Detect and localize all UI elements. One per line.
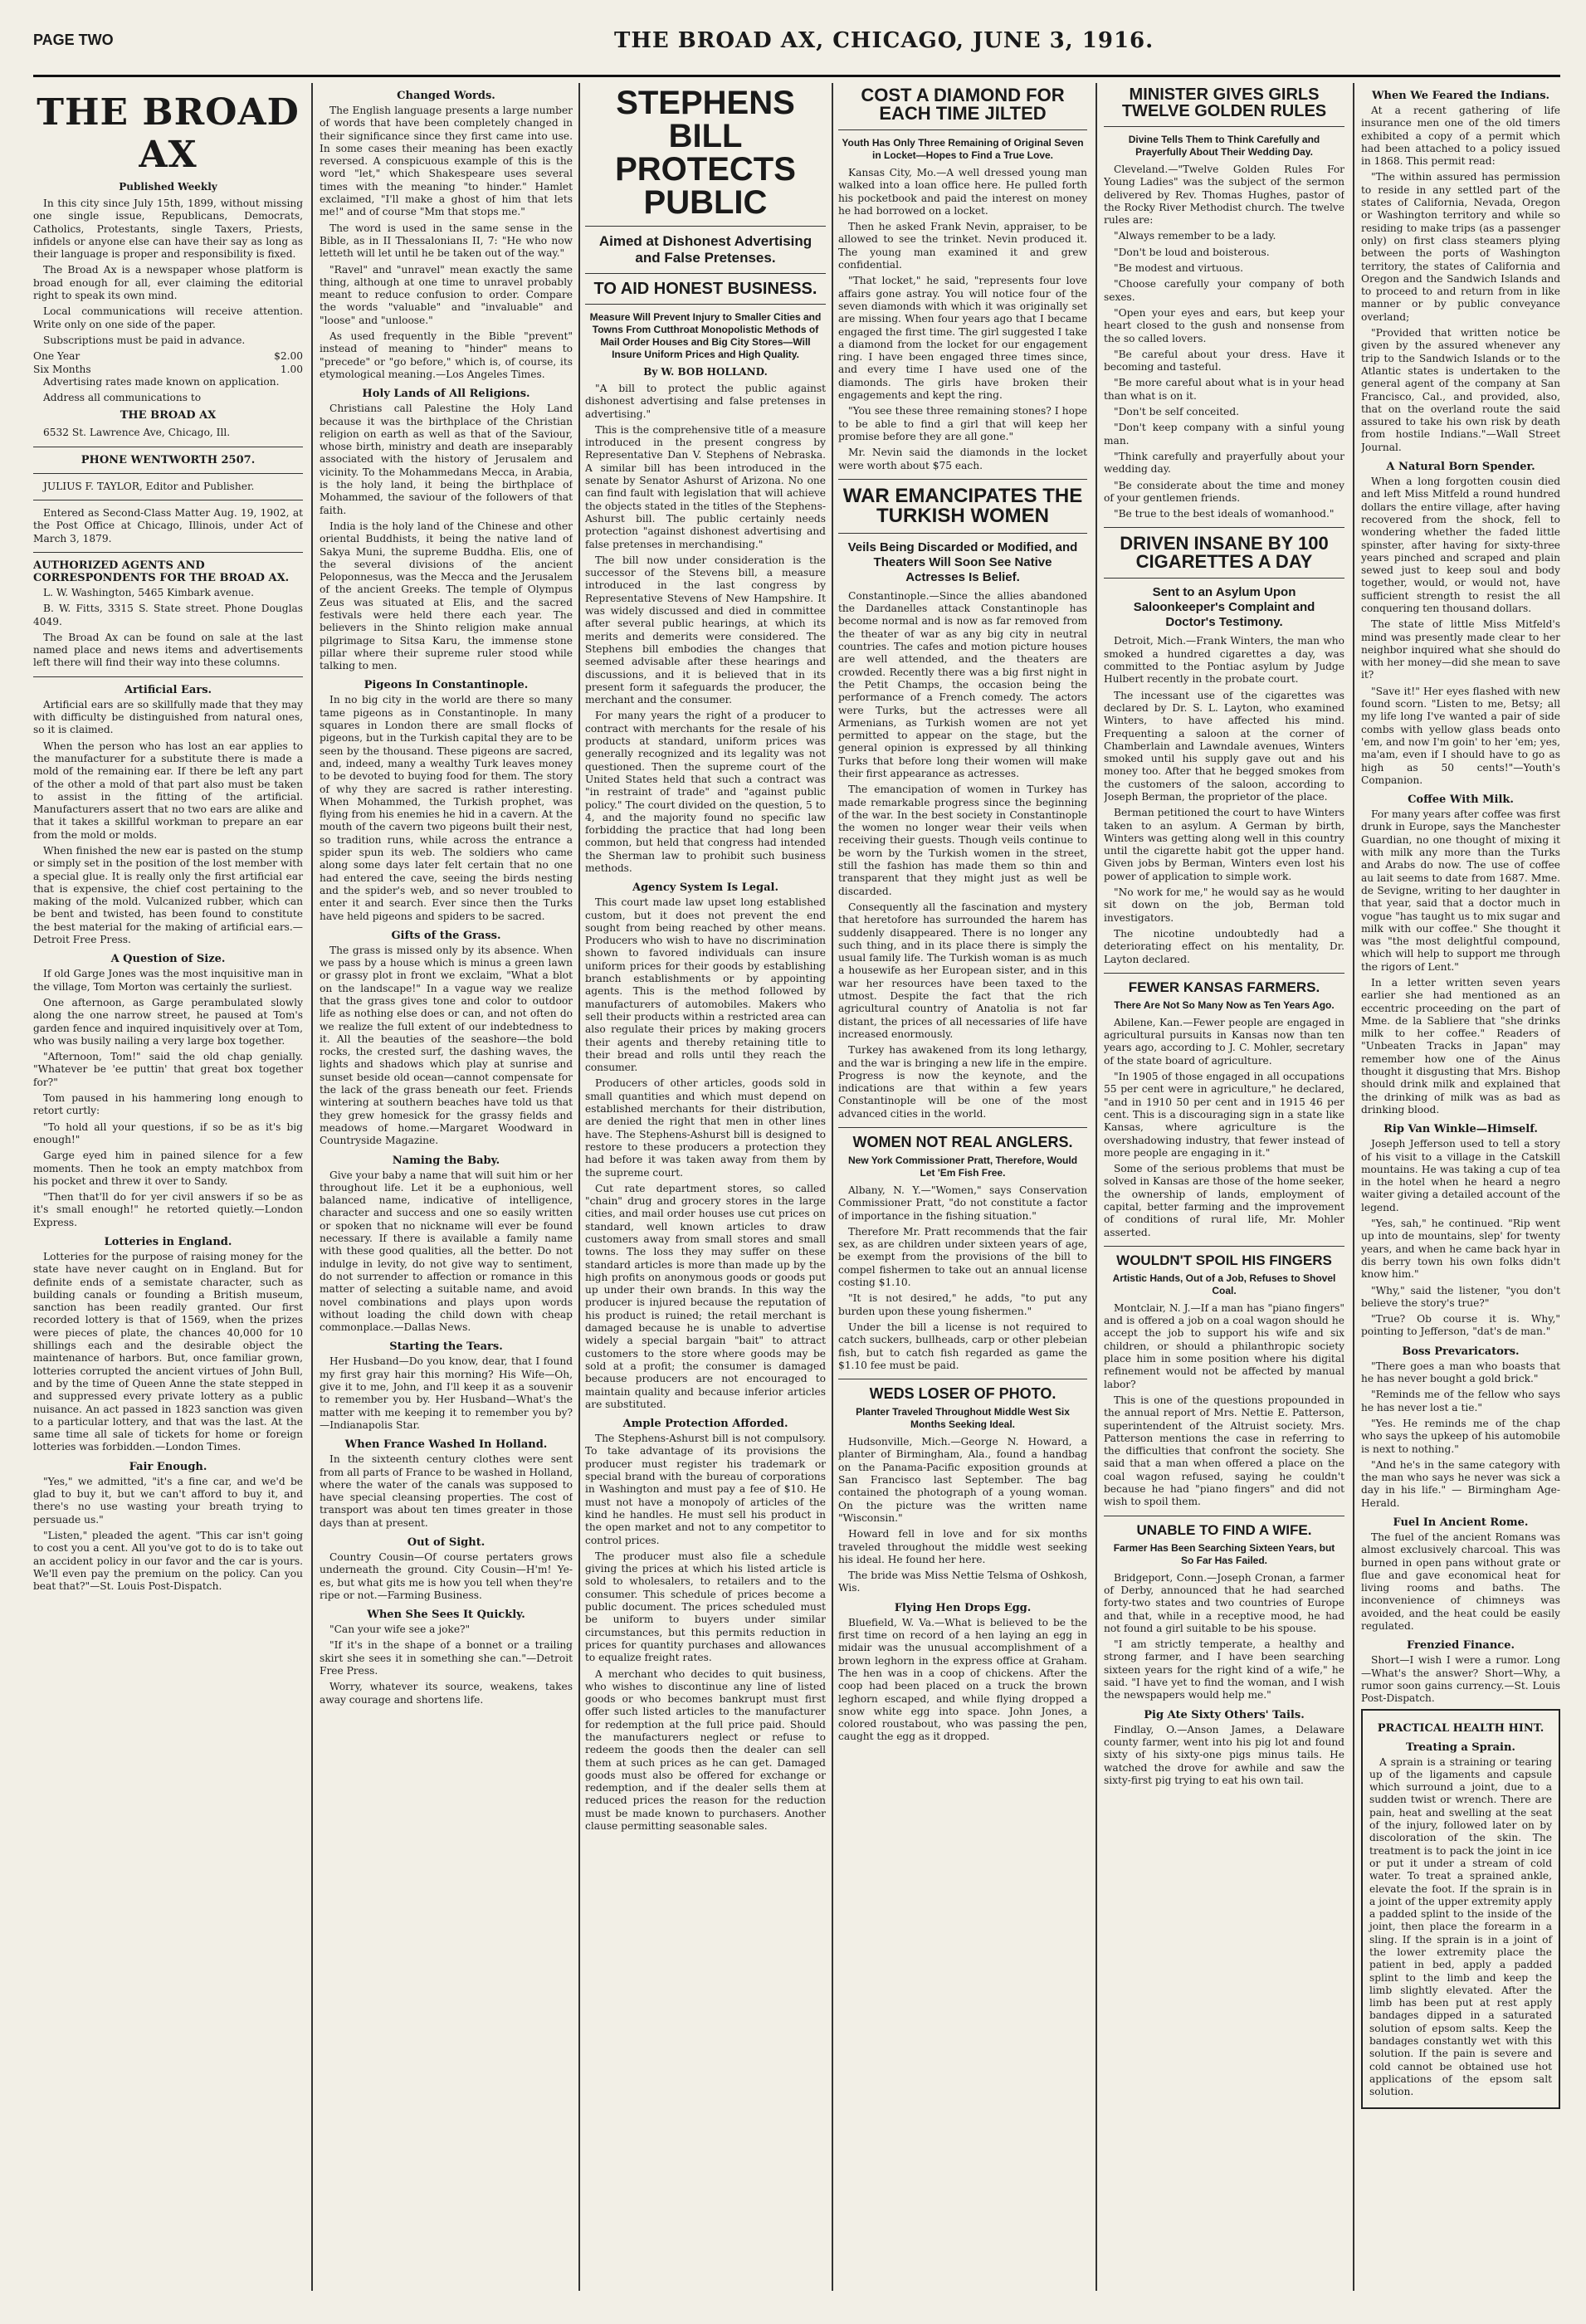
divider (585, 273, 826, 274)
entered-notice: Entered as Second-Class Matter Aug. 19, 1902, at the Post Office at Chicago, Illinois, under Act of March 3, 1879. (33, 507, 303, 544)
article-paragraph: Cut rate department stores, so called "chain" drug and grocery stores in the large cities, and mail order houses use cut prices on standard, well known articles to draw customers away from small stores and small towns. The loss they may suffer on these standard articles is more than made up by the high profits on anonymous goods or goods put up under their own brands. In this way the producer is injured because the reputation of his product is ruined; the retail merchant is damaged because he is unable to advertise widely a special bargain "bait" to attract customers to the store where goods may be sold at a profit; the consumer is damaged because producers are not encouraged to maintain quality and because inferior articles are substituted. (585, 1182, 826, 1410)
article-paragraph: "If it's in the shape of a bonnet or a trailing skirt she sees it in something she can."—Detroit Free Press. (320, 1639, 573, 1677)
article-heading: Naming the Baby. (392, 1154, 500, 1167)
article-paragraph: "Listen," pleaded the agent. "This car isn't going to cost you a cent. All you've got to do is to take out an accident policy in our favor and the car is yours. We'll even pay the premium on the policy. Can you beat that?"—St. Louis Post-Dispatch. (33, 1529, 303, 1593)
rule-item: "Be true to the best ideals of womanhood." (1114, 508, 1335, 520)
headline-deck: Planter Traveled Throughout Middle West Six Months Seeking Ideal. (856, 1406, 1070, 1431)
column-rule (1353, 83, 1354, 2291)
divider (1104, 126, 1344, 127)
article-paragraph: "It is not desired," he adds, "to put any burden upon these young fishermen." (838, 1292, 1087, 1317)
column-6 (1361, 83, 1560, 2291)
headline: WAR EMANCIPATES THE TURKISH WOMEN (842, 484, 1083, 527)
column-3 (585, 83, 826, 2291)
rule-item: "Don't be self conceited. (1114, 406, 1240, 418)
article-heading: A Natural Born Spender. (1386, 461, 1535, 474)
article-heading: Holy Lands of All Religions. (362, 388, 530, 401)
headline-deck: New York Commissioner Pratt, Therefore, Would Let 'Em Fish Free. (847, 1155, 1078, 1179)
article-paragraph: Abilene, Kan.—Fewer people are engaged in agricultural pursuits in Kansas now than ten years ago, according to J. C. Mohler, secretary of the state board of agriculture. (1104, 1016, 1344, 1067)
street-address: 6532 St. Lawrence Ave, Chicago, Ill. (43, 427, 231, 439)
article-paragraph: The word is used in the same sense in the Bible, as in II Thessalonians II, 7: "He who now letteth will let until he be taken out of the way." (320, 222, 573, 260)
article-paragraph: Christians call Palestine the Holy Land because it was the birthplace of the Christian religion on earth as well as that of the Saviour, whose birth, ministry and death are inseparably associated with the history of Jerusalem and vicinity. To the Mohammedans Mecca, in Arabia, is the holy land, it being the birthplace of Mohammed, the saviour of the followers of that faith. (320, 403, 573, 516)
article-paragraph: In a letter written seven years earlier she had mentioned as an eccentric proceeding on the part of Mme. de la Sabliere that "she drinks milk to her coffee." Readers of "Unbeaten Tracks in Japan" may remember how one of the Ainus thought it disgusting that Mrs. Bishop should drink milk and explained that the drinking of milk was as bad as drinking blood. (1361, 977, 1560, 1116)
article-heading: Starting the Tears. (389, 1340, 503, 1354)
agent-entry: B. W. Fitts, 3315 S. State street. Phone Douglas 4049. (33, 603, 303, 627)
headline: MINISTER GIVES GIRLS TWELVE GOLDEN RULES (1121, 85, 1327, 120)
article-heading: Treating a Sprain. (1406, 1741, 1515, 1754)
article-heading: When We Feared the Indians. (1371, 90, 1550, 102)
column-rule (578, 83, 580, 2291)
article-paragraph: "Reminds me of the fellow who says he has never lost a tie." (1361, 1389, 1560, 1413)
rule-item: "Don't keep company with a sinful young man. (1104, 422, 1344, 447)
subheading: Flying Hen Drops Egg. (894, 1601, 1032, 1614)
article-paragraph: "No work for me," he would say as he would sit down on the job, Berman told investigators. (1104, 886, 1344, 924)
divider (1104, 527, 1344, 528)
divider (1104, 973, 1344, 974)
headline-deck: Farmer Has Been Searching Sixteen Years, but So Far Has Failed. (1113, 1541, 1335, 1566)
phone-number: PHONE WENTWORTH 2507. (81, 453, 256, 466)
article-heading: Out of Sight. (407, 1536, 486, 1549)
article-paragraph: This is one of the questions propounded in the annual report of Mrs. Nettie E. Patterson, superintendent of the Altruist society. Mrs. Patterson mentions the case in referring to the difficulties that confront the society. She said that a man when offered a place on the coal wagon refused, saying he couldn't because he had "piano fingers" and did not wish to spoil them. (1104, 1394, 1344, 1508)
article-paragraph: A merchant who decides to quit business, who wishes to discontinue any line of listed goods or who becomes bankrupt must first offer such listed articles to the manufacturer for redemption at the full price paid. Should the manufacturers neglect or refuse to redeem the goods then the dealer can sell them at such prices as he can get. Damaged goods must also be offered for exchange or redemption, and if the dealer sells them at reduced prices the reason for the reduction must be made known to purchasers. Another clause permitting seasonable sales. (585, 1667, 826, 1833)
article-paragraph: The English language presents a large number of words that have been completely changed in their significance since they first came into use. In some cases their meaning has been exactly reversed. A conspicuous example of this is the word "let," which Shakespeare uses several times with the meaning "to hinder." Hamlet exclaimed, "I'll make a ghost of him that lets me!" and of course "Mm that stops me." (320, 105, 573, 218)
column-1 (33, 83, 303, 2291)
rule-item: "Open your eyes and ears, but keep your heart closed to the gush and nonsense from the so called lovers. (1104, 306, 1344, 344)
article-paragraph: This is the comprehensive title of a measure introduced in the present congress by Representative Dan V. Stephens of Nebraska. A similar bill has been introduced in the senate by Senator Ashurst of Arizona. No one can find fault with legislation that will achieve the objects stated in the titles of the Stephens-Ashurst bill. The public certainly needs protection "against dishonest advertising and false pretenses in merchandising." (585, 423, 826, 550)
article-paragraph: Mr. Nevin said the diamonds in the locket were worth about $75 each. (838, 447, 1087, 471)
article-paragraph: "Yes, sah," he continued. "Rip went up into de mountains, slep' for twenty years, and when he came back hyar in dis berry town his own folks didn't know him." (1361, 1218, 1560, 1281)
article-paragraph: "A bill to protect the public against dishonest advertising and false pretenses in advertising." (585, 383, 826, 420)
price-row-six-months: Six Months 1.00 (33, 363, 303, 375)
article-heading: Boss Prevaricators. (1402, 1345, 1520, 1358)
address-name: THE BROAD AX (120, 409, 217, 422)
article-paragraph: Cleveland.—"Twelve Golden Rules For Young Ladies" was the subject of the sermon delivered by Rev. Thomas Hughes, pastor of the Rocky River Methodist church. The twelve rules are: (1104, 164, 1344, 227)
article-paragraph: "Afternoon, Tom!" said the old chap genially. "Whatever be 'ee puttin' that great box together for?" (33, 1051, 303, 1088)
article-heading: Rip Van Winkle—Himself. (1383, 1123, 1538, 1136)
article-paragraph: Berman petitioned the court to have Winters taken to an asylum. A German by birth, Winters was getting along well in this country until the cigarette habit got the upper hand. Given jobs by Berman, Winters even lost his power of application to simple work. (1104, 807, 1344, 882)
agent-note: The Broad Ax can be found on sale at the last named place and news items and advertisements left there will find their way into these columns. (33, 631, 303, 669)
article-paragraph: When finished the new ear is pasted on the stump or simply set in the position of the lost member with a special glue. It is really only the first artificial ear that is expensive, the chief cost pertaining to the making of the mold. Vulcanized rubber, which can be bent and twisted, has been found to constitute the best material for the making of artificial ears.—Detroit Free Press. (33, 844, 303, 946)
subheading: Ample Protection Afforded. (622, 1418, 788, 1431)
headline: WEDS LOSER OF PHOTO. (869, 1385, 1057, 1403)
article-paragraph: Kansas City, Mo.—A well dressed young man walked into a loan office here. He pulled forth his pocketbook and paid the interest on money he had borrowed on a locket. (838, 167, 1087, 217)
divider (585, 304, 826, 305)
page-header (33, 17, 1560, 77)
divider (838, 479, 1087, 480)
article-paragraph: "To hold all your questions, if so be as it's big enough!" (33, 1120, 303, 1145)
article-paragraph: When a long forgotten cousin died and left Miss Mitfeld a round hundred dollars the entire village, after having recovered from the shock, fell to wondering whether the faded little spinster, after having for sixty-three years pinched and scraped and plain sewed just to keep soul and body together, would, or would not, have sufficient strength to resist the all conquering ten thousand dollars. (1361, 476, 1560, 614)
article-paragraph: The state of little Miss Mitfeld's mind was presently made clear to her neighbor inquired what she should do with her money—did she mean to save it? (1361, 618, 1560, 681)
article-paragraph: Garge eyed him in pained silence for a few moments. Then he took an empty matchbox from his pocket and threw it over to Sandy. (33, 1150, 303, 1187)
article-heading: Artificial Ears. (124, 683, 212, 696)
article-paragraph: Then he asked Frank Nevin, appraiser, to be allowed to see the trinket. Nevin produced it. The young man examined it and grew confidential. (838, 221, 1087, 271)
article-paragraph: Howard fell in love and for six months traveled throughout the middle west seeking his ideal. He found her here. (838, 1528, 1087, 1565)
divider (33, 473, 303, 474)
article-paragraph: This court made law upset long established custom, but it does not prevent the end sought from being reached by other means. Producers who wish to have no discrimination shown to favored individuals can insure uniform prices for their goods by establishing branch establishments or by appointing agents. This is the method followed by manufacturers of automobiles. Makers who sell their products within a restricted area can also regulate their prices by making grocers their agents and thereby retaining title to their bread and rolls until they reach the consumer. (585, 896, 826, 1074)
headline-deck: Youth Has Only Three Remaining of Original Seven in Locket—Hopes to Find a True Love. (842, 137, 1084, 161)
article-paragraph: A sprain is a straining or tearing up of the ligaments and capsule which surround a joint, due to a sudden twist or wrench. There are pain, heat and swelling at the seat of the injury, followed later on by discoloration of the skin. The treatment is to pack the joint in ice or put it under a stream of cold water. To treat a sprained ankle, elevate the foot. If the sprain is in a joint of the upper extremity apply a padded splint to the inside of the joint, then place the forearm in a sling. If the sprain is in a joint of the lower extremity place the patient in bed, apply a padded splint to the limb and keep the limb slightly elevated. After the limb has been put at rest apply bandages dipped in a saturated solution of epsom salts. Keep the bandages constantly wet with this solution. If the pain is severe and cold cannot be obtained use hot applications of the epsom salt solution. (1369, 1755, 1552, 2098)
article-paragraph: At a recent gathering of life insurance men one of the old timers exhibited a copy of a permit which had been attached to a policy issued in 1868. This permit read: (1361, 105, 1560, 168)
paper-title: THE BROAD AX (37, 91, 300, 176)
headline: WOULDN'T SPOIL HIS FINGERS (1116, 1252, 1332, 1268)
article-paragraph: Montclair, N. J.—If a man has "piano fingers" and is offered a job on a coal wagon should he accept the job to support his wife and six children, or should a philanthropic society place him in some position where his digital refinement would not be affected by manual labor? (1104, 1301, 1344, 1390)
headline: STEPHENS BILL PROTECTS PUBLIC (615, 85, 796, 221)
rule-item: "Don't be loud and boisterous. (1114, 246, 1270, 258)
rule-item: "Think carefully and prayerfully about your wedding day. (1104, 450, 1344, 476)
article-paragraph: As used frequently in the Bible "prevent" instead of meaning to "hinder" means to "precede" or "go before," which is, of course, its etymological meaning.—Los Angeles Times. (320, 330, 573, 380)
article-paragraph: "And he's in the same category with the man who says he never was sick a day in his life." — Birmingham Age-Herald. (1361, 1458, 1560, 1509)
article-paragraph: In no big city in the world are there so many tame pigeons as in Constantinople. In many squares in London there are small flocks of pigeons, but in the Turkish capital they are to be seen by the thousand. These pigeons are sacred, and, indeed, many a wealthy Turk leaves money to be devoted to buying food for them. The story of why they are sacred is rather interesting. When Mohammed, the Turkish prophet, was flying from his enemies he hid in a cavern. At the mouth of the cavern two pigeons built their nest, so tradition runs, while across the entrance a spider spun its web. The soldiers who came along some days later felt certain that no one had entered the cave, seeing the birds nesting and the spider's web, and so never troubled to enter it and search. Ever since then the Turks have held pigeons and spiders to be sacred. (320, 694, 573, 922)
article-paragraph: If old Garge Jones was the most inquisitive man in the village, Tom Morton was certainly the surliest. (33, 968, 303, 993)
article-paragraph: The grass is missed only by its absence. When we pass by a house which is minus a green lawn or grassy plot in front we exclaim, "What a blot on the landscape!" In a vague way we realize that the grass gives tone and color to outdoor life as nothing else does or can, and not often do we realize the full extent of our indebtedness to it. All the beauties of the seashore—the bold rocks, the crested surf, the dashing waves, the lights and shadows which play at sunrise and sunset beside old ocean—cannot compensate for the lack of the grass beneath our feet. Friends wintering at southern beaches have told us that they grew homesick for the grassy fields and meadows of home.—Margaret Woodward in Countryside Magazine. (320, 944, 573, 1147)
article-paragraph: For many years after coffee was first drunk in Europe, says the Manchester Guardian, no one thought of mixing it with milk any more than the Turks and Arabs do now. The use of coffee au lait seems to date from 1687. Mme. de Sevigne, writing to her daughter in that year, said that a doctor much in vogue "has taught us to mix sugar and milk with our coffee." She thought it was "the most delightful compound, which will help to support me through the rigors of Lent." (1361, 808, 1560, 973)
headline-deck: Divine Tells Them to Think Carefully and Prayerfully About Their Wedding Day. (1128, 134, 1320, 158)
page-number: PAGE TWO (33, 32, 114, 48)
article-paragraph: "Can your wife see a joke?" (329, 1623, 471, 1636)
article-heading: Lotteries in England. (104, 1236, 232, 1248)
editor-line: JULIUS F. TAYLOR, Editor and Publisher. (43, 480, 255, 492)
article-heading: When She Sees It Quickly. (367, 1609, 525, 1622)
local-communications: Local communications will receive attention. Write only on one side of the paper. (33, 305, 303, 330)
agents-heading: AUTHORIZED AGENTS AND CORRESPONDENTS FOR THE BROAD AX. (33, 559, 290, 584)
article-paragraph: In the sixteenth century clothes were sent from all parts of France to be washed in Holland, where the water of the canals was supposed to have special cleansing properties. The cost of transport was about ten times greater in those days than at present. (320, 1453, 573, 1529)
rule-item: "Be modest and virtuous. (1114, 262, 1244, 275)
article-paragraph: "Save it!" Her eyes flashed with new found scorn. "Listen to me, Betsy; all my life long I've wanted a pair of side combs with yellow glass beads onto 'em, and now I'm goin' to her 'em; yes, ma'am, even if I should have to go as high as 50 cents!"—Youth's Companion. (1361, 685, 1560, 786)
byline: By W. BOB HOLLAND. (643, 366, 768, 378)
article-paragraph: One afternoon, as Garge perambulated slowly along the one narrow street, he paused at Tom's garden fence and inquired inquisitively over at Tom, who was busily nailing a very large box together. (33, 996, 303, 1047)
article-paragraph: Detroit, Mich.—Frank Winters, the man who smoked a hundred cigarettes a day, was committed to the Pontiac asylum by Judge Hulbert recently in the probate court. (1104, 635, 1344, 686)
rule-item: "Choose carefully your company of both sexes. (1104, 278, 1344, 303)
article-paragraph: "The within assured has permission to reside in any settled part of the states of California, Nevada, Oregon or Washington territory and while so residing to make trips (as a passenger only) on first class steamers plying between the ports of Washington territory, the states of California and Oregon and the Sandwich Islands and to proceed to and return from in like manner or by public conveyance overland; (1361, 171, 1560, 323)
article-paragraph: The bride was Miss Nettie Telsma of Oshkosh, Wis. (838, 1570, 1087, 1594)
divider (838, 1127, 1087, 1128)
headline: UNABLE TO FIND A WIFE. (1136, 1521, 1312, 1538)
divider (838, 533, 1087, 534)
article-paragraph: The Stephens-Ashurst bill is not compulsory. To take advantage of its provisions the producer must register his trademark or special brand with the bureau of corporations in Washington and must pay a fee of $10. He must not have a monopoly of articles of the kind he handles. He must sell his product in the open market and not to any competitor to control prices. (585, 1433, 826, 1546)
platform-paragraph: The Broad Ax is a newspaper whose platform is broad enough for all, ever claiming the editorial right to speak its own mind. (33, 264, 303, 302)
article-paragraph: Give your baby a name that will suit him or her throughout life. Let it be a euphonious, well balanced name, indicative of intelligence, character and success and one so easily written or spoken that no nickname will ever be found necessary. If there is available a family name with these good qualities, all the better. Do not indulge in levity, do not give way to sentiment, do not surrender to affection or romance in this matter of selecting a suitable name, and avoid novel combinations and plays upon words without loading the child down with cheap commonplace.—Dallas News. (320, 1169, 573, 1334)
subheading: Agency System Is Legal. (632, 881, 779, 895)
article-paragraph: Country Cousin—Of course pertaters grows underneath the ground. City Cousin—H'm! Ye-es, but what gits me is how you tell when they're ripe or not.—Farming Business. (320, 1550, 573, 1601)
article-paragraph: "Yes," we admitted, "it's a fine car, and we'd be glad to buy it, but we can't afford to buy it, and there's no use wasting your breath trying to persuade us." (33, 1475, 303, 1526)
divider (1104, 578, 1344, 579)
article-paragraph: Albany, N. Y.—"Women," says Conservation Commissioner Pratt, "do not constitute a factor of importance in the fishing situation." (838, 1184, 1087, 1222)
column-rule (311, 83, 313, 2291)
article-paragraph: Producers of other articles, goods sold in small quantities and which must depend on established merchants for their distribution, are denied the right that men in other lines have. The Stephens-Ashurst bill is designed to restore to these producers a protection they had before it was taken away from them by the supreme court. (585, 1077, 826, 1179)
address-note: Address all communications to (43, 392, 202, 404)
column-rule (832, 83, 833, 2291)
article-paragraph: "Yes. He reminds me of the chap who says the upkeep of his automobile is next to nothing." (1361, 1417, 1560, 1455)
health-hint-heading: PRACTICAL HEALTH HINT. (1377, 1721, 1545, 1735)
article-heading: Fair Enough. (129, 1460, 207, 1473)
rule-item: "Be more careful about what is in your head than what is on it. (1104, 377, 1344, 402)
headline: COST A DIAMOND FOR EACH TIME JILTED (861, 85, 1065, 124)
headline-deck: Veils Being Discarded or Modified, and Theaters Will Soon See Native Actresses Is Belief. (847, 540, 1078, 584)
divider (1104, 1246, 1344, 1247)
article-paragraph: "I am strictly temperate, a healthy and strong farmer, and I have been searching sixteen years for the right kind of a wife," he said. "I have yet to find the woman, and I wish the newspapers would help me." (1104, 1638, 1344, 1702)
rule-item: "Be considerate about the time and money of your gentlemen friends. (1104, 479, 1344, 504)
headline-deck: There Are Not So Many Now as Ten Years Ago. (1114, 998, 1335, 1011)
headline-deck: Sent to an Asylum Upon Saloonkeeper's Complaint and Doctor's Testimony. (1133, 585, 1315, 630)
newspaper-page (33, 17, 1560, 2307)
masthead-dateline: THE BROAD AX, CHICAGO, JUNE 3, 1916. (614, 28, 1154, 53)
article-paragraph: Her Husband—Do you know, dear, that I found my first gray hair this morning? His Wife—Oh, give it to me, John, and I'll keep it as a souvenir to remember you by. Her Husband—What's the matter with me keeping it to remember you by?—Indianapolis Star. (320, 1355, 573, 1431)
article-paragraph: Turkey has awakened from its long lethargy, and the war is bringing a new life in the empire. Progress is now the keynote, and the indications are that within a few years Constantinople will be one of the most advanced cities in the world. (838, 1044, 1087, 1120)
article-paragraph: "Provided that written notice be given by the assured whenever any trip to the Sandwich Islands or to the Atlantic states is undertaken to the general agent of the company at San Francisco, Cal., and provided, also, that on the overland route the said assured to take his own risk by death from hostile Indians."—Wall Street Journal. (1361, 327, 1560, 453)
article-paragraph: Under the bill a license is not required to catch suckers, bullheads, carp or other plebeian fish, but to catch fish regarded as game the $1.10 fee must be paid. (838, 1321, 1087, 1371)
article-paragraph: Bridgeport, Conn.—Joseph Cronan, a farmer of Derby, announced that he had searched forty-two states and two countries of Europe and that, while in a receptive mood, he had not found a girl suitable to be his spouse. (1104, 1571, 1344, 1634)
article-paragraph: The bill now under consideration is the successor of the Stevens bill, a measure introduced in the last congress by Representative Stevens of New Hampshire. It was widely discussed and died in committee after several public hearings, at which its merits and demerits were considered. The Stephens bill embodies the changes that seemed advisable after these hearings and discussions, and it is believed that in its present form it safeguards the producer, the merchant and the consumer. (585, 554, 826, 706)
subscriptions-note: Subscriptions must be paid in advance. (43, 334, 246, 346)
article-heading: Pigeons In Constantinople. (364, 679, 529, 692)
headline-deck: Artistic Hands, Out of a Job, Refuses to Shovel Coal. (1112, 1272, 1336, 1296)
intro-paragraph: In this city since July 15th, 1899, without missing one single issue, Republicans, Democrats, Catholics, Protestants, single Taxers, Priests, infidels or anyone else can have their say as long as their language is proper and responsibility is fixed. (33, 198, 303, 261)
article-paragraph: When the person who has lost an ear applies to the manufacturer for a substitute there is made a mold of the remaining ear. If there be left any part of the other a mold of that part also must be taken to assist in the fitting of the artificial. Manufacturers assert that no two ears are alike and that it takes a skillful workman to prepare an ear from the mold or molds. (33, 740, 303, 841)
article-heading: Changed Words. (397, 90, 495, 102)
article-paragraph: Therefore Mr. Pratt recommends that the fair sex, as are children under sixteen years of age, be exempt from the provisions of the bill to compel fishermen to take out an annual license costing $1.10. (838, 1225, 1087, 1289)
headline-deck: Aimed at Dishonest Advertising and False Pretenses. (598, 233, 813, 266)
article-paragraph: Consequently all the fascination and mystery that heretofore has surrounded the harem has suddenly disappeared. There is no longer any such thing, and in its place there is simply the usual family life. The Turkish woman is as much a housewife as her European sister, and in this war her resources have been taxed to the utmost. Despite the fact that the rich agricultural country of Anatolia is not far distant, the prices of all necessaries of life have increased enormously. (838, 901, 1087, 1040)
column-4 (838, 83, 1087, 2291)
health-hint-box (1361, 1709, 1560, 2109)
rule-item: "Always remember to be a lady. (1114, 230, 1276, 242)
article-paragraph: Constantinople.—Since the allies abandoned the Dardanelles attack Constantinople has become normal and is now as far removed from the theater of war as any big city in neutral countries. The cafes and motion picture houses are well attended, and the theaters are crowded. Recently there was a big first night in the Petit Champs, the occasion being the performance of a French comedy. The actors were Turks, but the actresses were all Armenians, as Turkish women are not yet permitted to appear on the stage, but the general opinion is expressed by all thinking Turks that before long their women will make their first appearance as actresses. (838, 589, 1087, 779)
article-paragraph: Lotteries for the purpose of raising money for the state have never caught on in England. But for definite ends of a semistate character, such as building canals or founding a British museum, sanction has been readily granted. Our first recorded lottery is that of 1569, when the prizes were pieces of plate, the chances 40,000 for 10 shillings each and the desirable object the maintenance of harbors. But, once familiar grown, lotteries corrupted the ancient virtues of John Bull, and by the time of Queen Anne the state stepped in and suppressed every private lottery as a public nuisance. An act passed in 1823 sanction was given to a particular lottery, and that was the last. At the same time all sale of tickets for home or foreign lotteries was forbidden.—London Times. (33, 1251, 303, 1453)
article-paragraph: Hudsonville, Mich.—George N. Howard, a planter of Birmingham, Ala., found a handbag on the Panama-Pacific exposition grounds at San Francisco last September. The bag contained the photograph of a young woman. On the picture was the written name "Wisconsin." (838, 1436, 1087, 1524)
article-paragraph: Bluefield, W. Va.—What is believed to be the first time on record of a hen laying an egg in midair was the unusual accomplishment of a brown leghorn in the express office at Graham. The hen was in a coop of chickens. After the coop had been placed on a truck the brown leghorn escaped, and while flying dropped a snow white egg into space. John Jones, a colored roustabout, who was passing the pen, caught the egg as it dropped. (838, 1616, 1087, 1743)
article-paragraph: "You see these three remaining stones? I hope to be able to find a girl that will keep her promise before they are all gone." (838, 405, 1087, 442)
article-paragraph: Some of the serious problems that must be solved in Kansas are those of the home seeker, the ownership of lands, employment of capital, better farming and the improvement of conditions of rural life, Mr. Mohler asserted. (1104, 1163, 1344, 1238)
article-paragraph: "Why," said the listener, "you don't believe the story's true?" (1361, 1284, 1560, 1309)
headline: DRIVEN INSANE BY 100 CIGARETTES A DAY (1120, 533, 1329, 573)
article-paragraph: Worry, whatever its source, weakens, takes away courage and shortens life. (320, 1681, 573, 1706)
rule-item: "Be careful about your dress. Have it becoming and tasteful. (1104, 348, 1344, 374)
subheading: Pig Ate Sixty Others' Tails. (1144, 1708, 1305, 1721)
article-paragraph: Findlay, O.—Anson James, a Delaware county farmer, went into his pig lot and found sixty of his sixty-one pigs minus tails. He watched the drove for awhile and saw the sixty-first pig trying to eat his own tail. (1104, 1723, 1344, 1786)
headline: FEWER KANSAS FARMERS. (1128, 979, 1320, 995)
article-heading: Frenzied Finance. (1407, 1639, 1515, 1653)
article-paragraph: "Ravel" and "unravel" mean exactly the same thing, although at one time to unravel probably meant to reduce confusion to order. Compare the words "valuable" and "invaluable" and "loose" and "unloose." (320, 263, 573, 326)
agent-entry: L. W. Washington, 5465 Kimbark avenue. (43, 586, 254, 598)
article-heading: A Question of Size. (110, 953, 226, 966)
advertising-rates: Advertising rates made known on application. (43, 375, 280, 388)
article-paragraph: "There goes a man who boasts that he has never bought a gold brick." (1361, 1360, 1560, 1385)
article-paragraph: The incessant use of the cigarettes was declared by Dr. S. L. Layton, who examined Winters, to have affected his mind. Frequenting a saloon at the corner of Chamberlain and Lawndale avenues, Winters smoked until his supply gave out and his money too. After that he begged smokes from the customers of the saloon, according to Joseph Berman, the proprietor of the place. (1104, 689, 1344, 803)
published-weekly: Published Weekly (119, 181, 217, 193)
divider (33, 552, 303, 553)
article-paragraph: India is the holy land of the Chinese and other oriental Buddhists, it being the native land of Sakya Muni, the supreme Buddha. Elis, one of the several divisions of the ancient Peloponnesus, was the Mecca and the Jerusalem of the ancient Greeks. The temple of Olympus Zeus was situated at Elis, and the sacred festivals were held there each year. The believers in the Shinto religion make annual pilgrimage to Sitsa Karu, the immense stone pillar where their supreme ruler stood while talking to men. (320, 520, 573, 672)
column-5 (1104, 83, 1344, 2291)
price-row-year: One Year $2.00 (33, 350, 303, 363)
column-2 (320, 83, 573, 2291)
article-paragraph: Artificial ears are so skillfully made that they may with difficulty be distinguished from natural ones, so it is claimed. (33, 698, 303, 736)
divider (838, 129, 1087, 130)
article-paragraph: The producer must also file a schedule giving the prices at which his listed article is sold to wholesalers, to retailers and to the consumer. This schedule of prices become a public document. The prices scheduled must be uniform to buyers under similar circumstances, but this permits reduction in prices for quantity purchases and allowances to equalize freight rates. (585, 1550, 826, 1664)
article-paragraph: The emancipation of women in Turkey has made remarkable progress since the beginning of the war. In the best society in Constantinople the women no longer wear their veils when receiving their guests. Though veils continue to be worn by the Turkish women in the street, still the fashion has made them so thin and transparent that they might just as well be discarded. (838, 784, 1087, 897)
divider (33, 676, 303, 677)
headline-deck: Measure Will Prevent Injury to Smaller Cities and Towns From Cutthroat Monopolistic Methods of Mail Order Houses and Big City Stores—Will Insure Uniform Prices and High Quality. (589, 311, 822, 360)
article-paragraph: "True? Ob course it is. Why," pointing to Jefferson, "dat's de man." (1361, 1313, 1560, 1338)
article-paragraph: The nicotine undoubtedly had a deteriorating effect on his mentality, Dr. Layton declared. (1104, 927, 1344, 965)
article-paragraph: "In 1905 of those engaged in all occupations 55 per cent were in agriculture," he declared, "and in 1910 50 per cent and in 1915 46 per cent. This is a discouraging sign in a state like Kansas, where agriculture is the overshadowing industry, that fewer instead of more people are engaging in it." (1104, 1071, 1344, 1159)
headline: WOMEN NOT REAL ANGLERS. (852, 1134, 1073, 1150)
article-heading: Fuel In Ancient Rome. (1393, 1516, 1529, 1529)
article-paragraph: Joseph Jefferson used to tell a story of his visit to a village in the Catskill mountains. He was taking a cup of tea in the hotel when he heard a negro waiter giving a detailed account of the legend. (1361, 1138, 1560, 1213)
column-rule (1096, 83, 1097, 2291)
article-heading: Coffee With Milk. (1408, 793, 1514, 807)
divider (585, 226, 826, 227)
article-paragraph: The fuel of the ancient Romans was almost exclusively charcoal. This was burned in open pans without grate or flue and gave economical heat for living rooms and baths. The inconvenience of chimneys was avoided, and the heat could be easily regulated. (1361, 1531, 1560, 1633)
article-paragraph: Short—I wish I were a rumor. Long—What's the answer? Short—Why, a rumor soon gains currency.—St. Louis Post-Dispatch. (1361, 1654, 1560, 1705)
article-paragraph: "That locket," he said, "represents four love affairs gone astray. You will notice four of the seven diamonds with which it was originally set are missing. When four years ago that I became engaged the first time. The girl suggested I take a diamond from the locket for our engagement ring. I have been engaged three times since, and every time I have used one of the diamonds. The girls have broken their engagements and kept the ring. (838, 275, 1087, 402)
article-paragraph: Tom paused in his hammering long enough to retort curtly: (33, 1092, 303, 1117)
article-heading: When France Washed In Holland. (344, 1438, 548, 1452)
headline-deck: TO AID HONEST BUSINESS. (593, 280, 817, 298)
article-paragraph: For many years the right of a producer to contract with merchants for the resale of his products at standard, uniform prices was generally recognized and its legality was not questioned. Then the supreme court of the United States held that such a contract was "in restraint of trade" and "against public policy." The court divided on the question, 5 to 4, and the majority found no specific law forbidding the practice that had long been common, but held that congress had intended the Sherman law to prohibit such business methods. (585, 710, 826, 874)
article-paragraph: "Then that'll do for yer civil answers if so be as it's small enough!" he retorted quietly.—London Express. (33, 1191, 303, 1228)
article-heading: Gifts of the Grass. (391, 929, 501, 942)
